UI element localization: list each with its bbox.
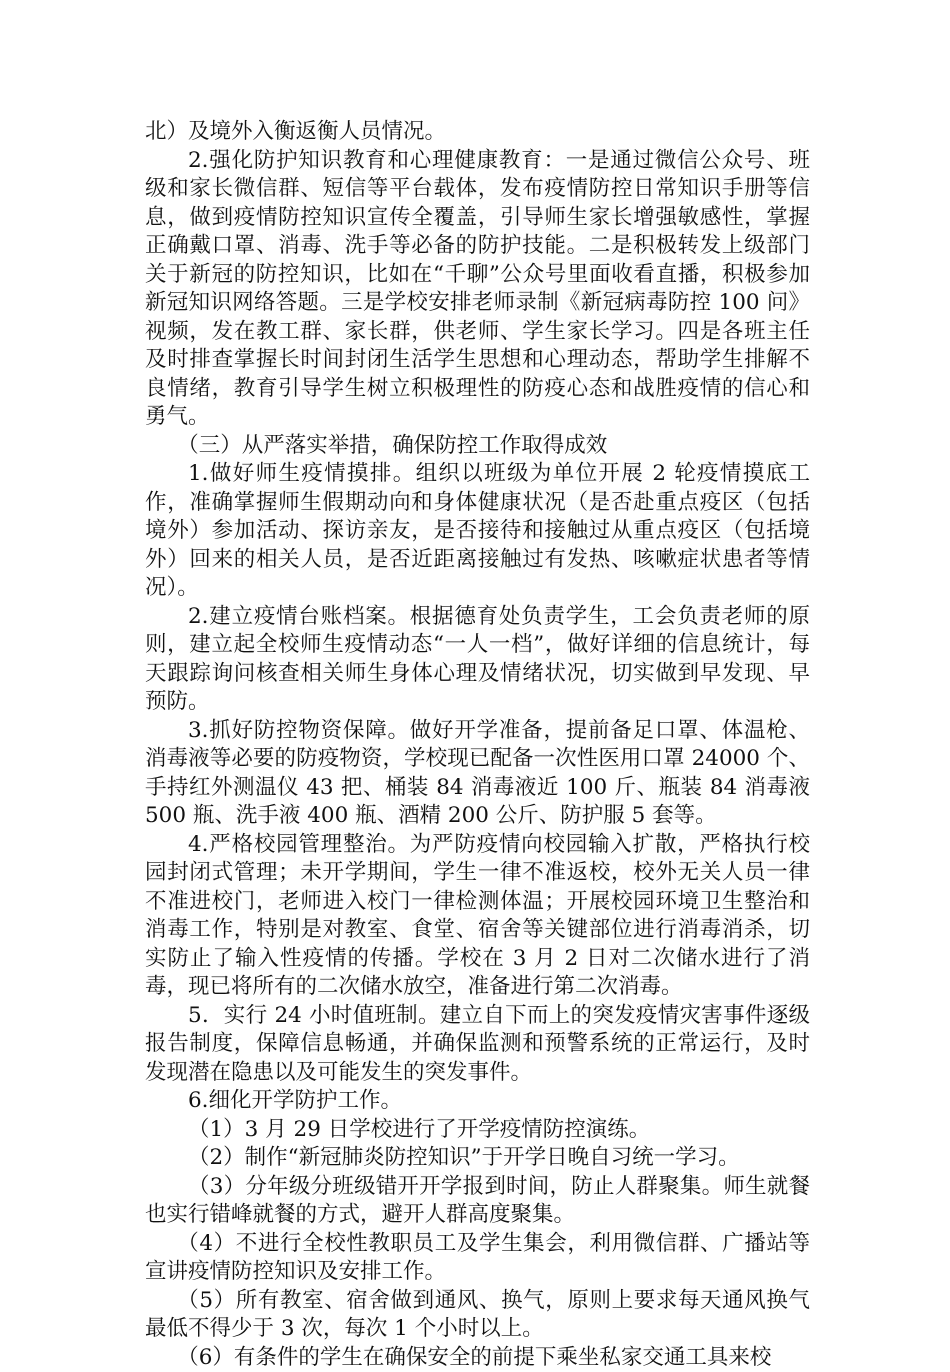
paragraph-reopening-protection: 6.细化开学防护工作。 — [145, 1087, 810, 1116]
paragraph-protection-education: 2.强化防护知识教育和心理健康教育：一是通过微信公众号、班级和家长微信群、短信等平台载体，发布疫情防控日常知识手册等信息，做到疫情防控知识宣传全覆盖，引导师生家长增强敏感性，掌握正确戴口罩、消毒、洗手等必备的防护技能。二是积极转发上级部门关于新冠的防控知识，比如在“千聊”公众号里面收看直播，积极参加新冠知识网络答题。三是学校安排老师录制《新冠病毒防控 100 问》视频，发在教工群、家长群，供老师、学生家长学习。四是各班主任及时排查掌握长时间封闭生活学生思想和心理动态，帮助学生排解不良情绪，教育引导学生树立积极理性的防疫心态和战胜疫情的信心和勇气。 — [145, 147, 810, 432]
list-item-6: （6）有条件的学生在确保安全的前提下乘坐私家交通工具来校 — [145, 1344, 810, 1372]
paragraph-records: 2.建立疫情台账档案。根据德育处负责学生，工会负责老师的原则，建立起全校师生疫情动态“一人一档”，做好详细的信息统计，每天跟踪询问核查相关师生身体心理及情绪状况，切实做到早发现、早预防。 — [145, 603, 810, 717]
paragraph-continuation: 北）及境外入衡返衡人员情况。 — [145, 118, 810, 147]
paragraph-campus-management: 4.严格校园管理整治。为严防疫情向校园输入扩散，严格执行校园封闭式管理；未开学期间，学生一律不准返校，校外无关人员一律不准进校门，老师进入校门一律检测体温；开展校园环境卫生整治和消毒工作，特别是对教室、食堂、宿舍等关键部位进行消毒消杀，切实防止了输入性疫情的传播。学校在 3 月 2 日对二次储水进行了消毒，现已将所有的二次储水放空，准备进行第二次消毒。 — [145, 831, 810, 1002]
paragraph-survey: 1.做好师生疫情摸排。组织以班级为单位开展 2 轮疫情摸底工作，准确掌握师生假期动向和身体健康状况（是否赴重点疫区（包括境外）参加活动、探访亲友，是否接待和接触过从重点疫区（包括境外）回来的相关人员，是否近距离接触过有发热、咳嗽症状患者等情况）。 — [145, 460, 810, 603]
list-item-3: （3）分年级分班级错开开学报到时间，防止人群聚集。师生就餐也实行错峰就餐的方式，避开人群高度聚集。 — [145, 1173, 810, 1230]
paragraph-duty-system: 5．实行 24 小时值班制。建立自下而上的突发疫情灾害事件逐级报告制度，保障信息畅通，并确保监测和预警系统的正常运行，及时发现潜在隐患以及可能发生的突发事件。 — [145, 1002, 810, 1088]
list-item-2: （2）制作“新冠肺炎防控知识”于开学日晚自习统一学习。 — [145, 1144, 810, 1173]
section-heading-3: （三）从严落实举措，确保防控工作取得成效 — [145, 432, 810, 461]
paragraph-supplies: 3.抓好防控物资保障。做好开学准备，提前备足口罩、体温枪、消毒液等必要的防疫物资，学校现已配备一次性医用口罩 24000 个、手持红外测温仪 43 把、桶装 84 消毒液近 100 斤、瓶装 84 消毒液 500 瓶、洗手液 400 瓶、酒精 200 公斤、防护服 5 套等。 — [145, 717, 810, 831]
list-item-5: （5）所有教室、宿舍做到通风、换气，原则上要求每天通风换气最低不得少于 3 次，每次 1 个小时以上。 — [145, 1287, 810, 1344]
list-item-4: （4）不进行全校性教职员工及学生集会，利用微信群、广播站等宣讲疫情防控知识及安排工作。 — [145, 1230, 810, 1287]
list-item-1: （1）3 月 29 日学校进行了开学疫情防控演练。 — [145, 1116, 810, 1145]
document-page — [145, 118, 810, 1372]
